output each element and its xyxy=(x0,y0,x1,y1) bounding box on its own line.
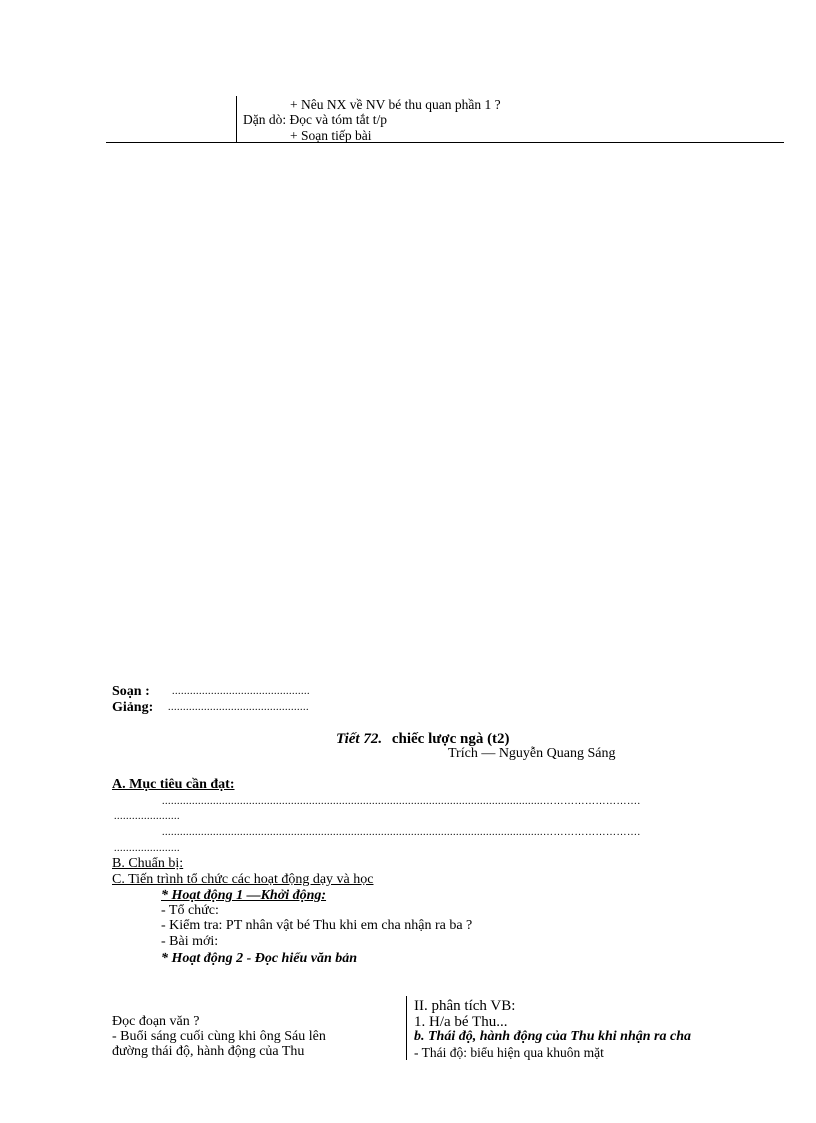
section-a-dots-2b: ...................... xyxy=(114,843,180,854)
section-a-dots-1b: ...................... xyxy=(114,811,180,822)
kiem-tra-line: - Kiểm tra: PT nhân vật bé Thu khi em cha nhận ra ba ? xyxy=(161,918,473,933)
right-line-4: - Thái độ: biểu hiện qua khuôn mặt xyxy=(414,1045,604,1060)
section-c-heading: C. Tiến trình tổ chức các hoạt động dạy và học xyxy=(112,872,374,887)
left-line-2: - Buổi sáng cuối cùng khi ông Sáu lên xyxy=(112,1029,326,1044)
right-line-1: II. phân tích VB: xyxy=(414,998,516,1014)
top-table-line-1: + Nêu NX về NV bé thu quan phần 1 ? xyxy=(290,97,501,112)
soan-label: Soạn : xyxy=(112,684,150,699)
section-a-dots-2: ...............................................................................................................................………………………. xyxy=(162,827,641,838)
top-table-line-2: Dặn dò: Đọc và tóm tắt t/p xyxy=(243,112,387,127)
giang-label: Giảng: xyxy=(112,700,154,715)
lesson-name: chiếc lược ngà (t2) xyxy=(391,731,510,747)
activity-2-heading: * Hoạt động 2 - Đọc hiểu văn bản xyxy=(161,951,358,966)
right-line-2: 1. H/a bé Thu... xyxy=(414,1014,508,1030)
top-table-line-3: + Soạn tiếp bài xyxy=(290,128,372,143)
bai-moi-line: - Bài mới: xyxy=(161,934,219,949)
right-line-3: b. Thái độ, hành động của Thu khi nhận ra cha xyxy=(414,1029,691,1044)
activity-1-heading: * Hoạt động 1 —Khởi động: xyxy=(161,888,327,903)
left-line-1: Đọc đoạn văn ? xyxy=(112,1014,200,1029)
giang-value: ............................................... xyxy=(168,702,309,713)
left-line-3: đường thái độ, hành động của Thu xyxy=(112,1044,305,1059)
section-a-dots-1: ...............................................................................................................................………………………. xyxy=(162,796,641,807)
section-b-heading: B. Chuẩn bị: xyxy=(112,856,184,871)
lesson-source: Trích — Nguyễn Quang Sáng xyxy=(448,746,616,761)
top-table-divider xyxy=(236,96,237,142)
to-chuc-line: - Tổ chức: xyxy=(161,903,219,918)
soan-value: .............................................. xyxy=(172,686,310,697)
section-a-heading: A. Mục tiêu cần đạt: xyxy=(112,777,235,792)
bottom-table-divider xyxy=(406,996,407,1060)
lesson-number: Tiết 72. xyxy=(336,731,383,747)
top-table-bottom-border xyxy=(106,142,784,143)
